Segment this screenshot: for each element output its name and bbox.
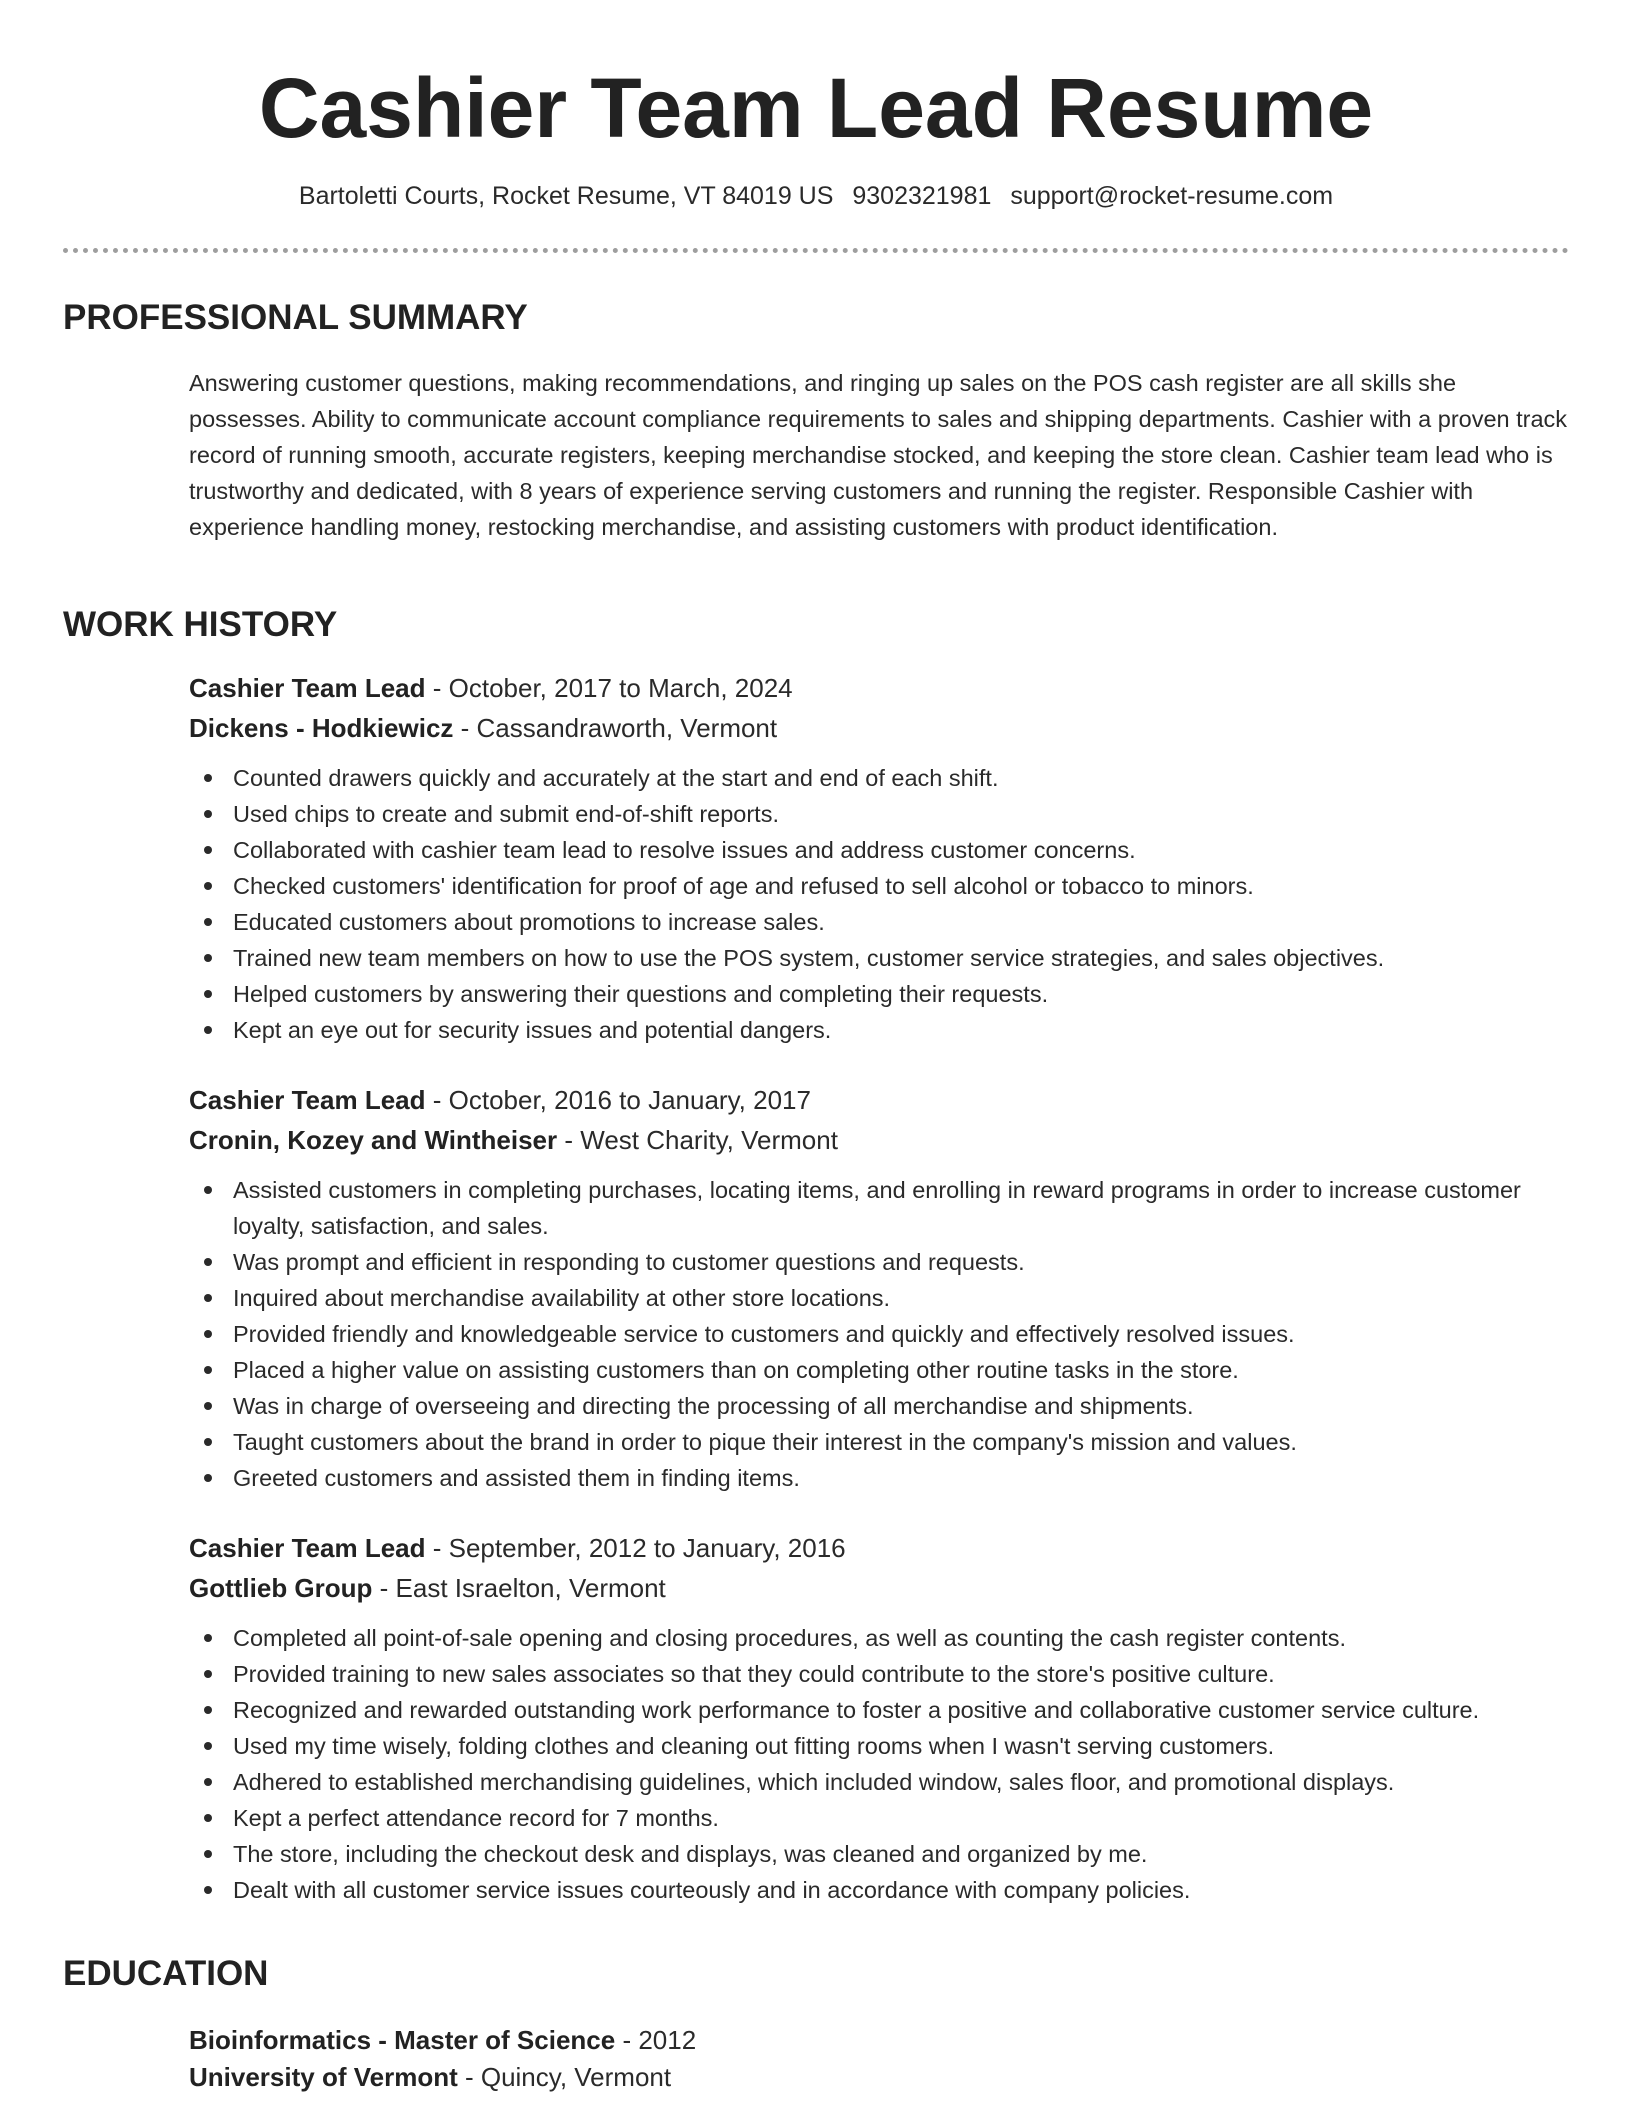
job-duty: Helped customers by answering their questions and completing their requests. bbox=[189, 976, 1569, 1012]
job-duty: Provided friendly and knowledgeable service to customers and quickly and effectively resolved issues. bbox=[189, 1316, 1569, 1352]
job-location: - East Israelton, Vermont bbox=[372, 1573, 666, 1603]
job-duty: Completed all point-of-sale opening and closing procedures, as well as counting the cash register contents. bbox=[189, 1620, 1569, 1656]
education-heading: EDUCATION bbox=[63, 1954, 269, 1993]
job-duty: Provided training to new sales associates so that they could contribute to the store's positive culture. bbox=[189, 1656, 1569, 1692]
job-entry bbox=[189, 1080, 1569, 1496]
job-duty: Educated customers about promotions to increase sales. bbox=[189, 904, 1569, 940]
education-location: - Quincy, Vermont bbox=[457, 2062, 672, 2092]
job-duty: Placed a higher value on assisting customers than on completing other routine tasks in the store. bbox=[189, 1352, 1569, 1388]
job-entry bbox=[189, 1528, 1569, 1908]
education-school: University of Vermont bbox=[189, 2062, 458, 2092]
job-duties-list bbox=[189, 1172, 1569, 1496]
job-duty: Taught customers about the brand in order to pique their interest in the company's mission and values. bbox=[189, 1424, 1569, 1460]
job-company-line bbox=[189, 1120, 1569, 1160]
job-company: Dickens - Hodkiewicz bbox=[189, 713, 454, 743]
job-dates: - October, 2016 to January, 2017 bbox=[425, 1085, 811, 1115]
job-title: Cashier Team Lead bbox=[189, 1085, 426, 1115]
education-degree-line bbox=[189, 2022, 1569, 2059]
header-divider bbox=[63, 248, 1569, 253]
job-duty: Used chips to create and submit end-of-shift reports. bbox=[189, 796, 1569, 832]
job-duty: Dealt with all customer service issues courteously and in accordance with company policies. bbox=[189, 1872, 1569, 1908]
job-duty: Recognized and rewarded outstanding work performance to foster a positive and collaborative customer service culture. bbox=[189, 1692, 1569, 1728]
job-location: - Cassandraworth, Vermont bbox=[453, 713, 778, 743]
job-duty: Checked customers' identification for proof of age and refused to sell alcohol or tobacco to minors. bbox=[189, 868, 1569, 904]
job-duty: Was in charge of overseeing and directing the processing of all merchandise and shipments. bbox=[189, 1388, 1569, 1424]
summary-heading: PROFESSIONAL SUMMARY bbox=[63, 298, 528, 337]
job-duty: Adhered to established merchandising guidelines, which included window, sales floor, and promotional displays. bbox=[189, 1764, 1569, 1800]
job-title-line bbox=[189, 668, 1569, 708]
job-company: Cronin, Kozey and Wintheiser bbox=[189, 1125, 558, 1155]
summary-text: Answering customer questions, making recommendations, and ringing up sales on the POS cash register are all skills she possesses. Ability to communicate account compliance requirements to sales and shipping departments. Cashier with a proven track record of running smooth, accurate registers, keeping merchandise stocked, and keeping the store clean. Cashier team lead who is trustworthy and dedicated, with 8 years of experience serving customers and running the register. Responsible Cashier with experience handling money, restocking merchandise, and assisting customers with product identification. bbox=[189, 370, 1568, 540]
job-duty: Counted drawers quickly and accurately at the start and end of each shift. bbox=[189, 760, 1569, 796]
job-company-line bbox=[189, 708, 1569, 748]
work-history-heading: WORK HISTORY bbox=[63, 605, 338, 644]
job-duty: Used my time wisely, folding clothes and cleaning out fitting rooms when I wasn't serving customers. bbox=[189, 1728, 1569, 1764]
job-duty: Kept an eye out for security issues and potential dangers. bbox=[189, 1012, 1569, 1048]
job-duty: Kept a perfect attendance record for 7 months. bbox=[189, 1800, 1569, 1836]
job-company: Gottlieb Group bbox=[189, 1573, 373, 1603]
contact-phone: 9302321981 bbox=[852, 182, 992, 210]
job-duties-list bbox=[189, 760, 1569, 1048]
job-dates: - September, 2012 to January, 2016 bbox=[425, 1533, 846, 1563]
job-duty: Was prompt and efficient in responding to customer questions and requests. bbox=[189, 1244, 1569, 1280]
education-school-line bbox=[189, 2059, 1569, 2096]
job-title: Cashier Team Lead bbox=[189, 1533, 426, 1563]
job-entry bbox=[189, 668, 1569, 1048]
job-duties-list bbox=[189, 1620, 1569, 1908]
job-duty: Inquired about merchandise availability at other store locations. bbox=[189, 1280, 1569, 1316]
education-entry bbox=[189, 2022, 1569, 2096]
job-duty: Trained new team members on how to use the POS system, customer service strategies, and sales objectives. bbox=[189, 940, 1569, 976]
contact-line bbox=[0, 178, 1632, 214]
job-location: - West Charity, Vermont bbox=[557, 1125, 838, 1155]
education-year: - 2012 bbox=[615, 2025, 697, 2055]
job-dates: - October, 2017 to March, 2024 bbox=[425, 673, 793, 703]
contact-email: support@rocket-resume.com bbox=[1010, 182, 1334, 210]
education-degree: Bioinformatics - Master of Science bbox=[189, 2025, 616, 2055]
resume-title: Cashier Team Lead Resume bbox=[258, 61, 1374, 155]
job-title-line bbox=[189, 1528, 1569, 1568]
job-duty: The store, including the checkout desk and displays, was cleaned and organized by me. bbox=[189, 1836, 1569, 1872]
job-title: Cashier Team Lead bbox=[189, 673, 426, 703]
job-duty: Collaborated with cashier team lead to resolve issues and address customer concerns. bbox=[189, 832, 1569, 868]
job-duty: Greeted customers and assisted them in finding items. bbox=[189, 1460, 1569, 1496]
job-duty: Assisted customers in completing purchases, locating items, and enrolling in reward programs in order to increase customer loyalty, satisfaction, and sales. bbox=[189, 1172, 1569, 1244]
contact-address: Bartoletti Courts, Rocket Resume, VT 84019 US bbox=[298, 182, 834, 210]
job-title-line bbox=[189, 1080, 1569, 1120]
job-company-line bbox=[189, 1568, 1569, 1608]
